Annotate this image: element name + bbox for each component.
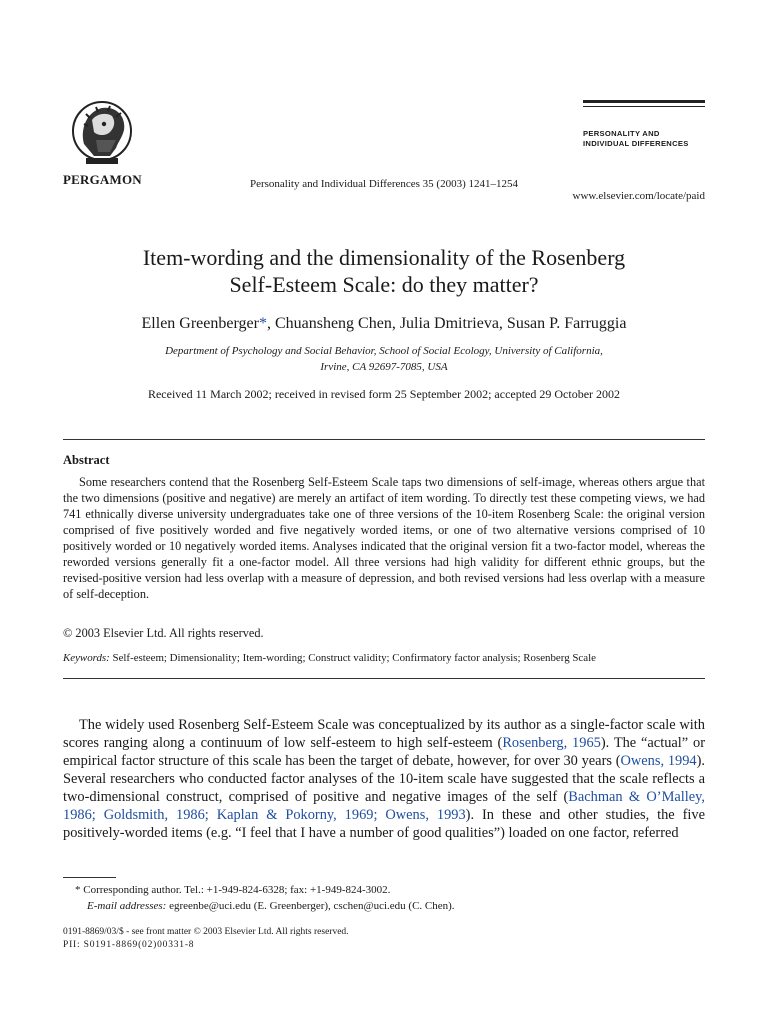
received-dates: Received 11 March 2002; received in revised form 25 September 2002; accepted 29 October 2002 (147, 387, 621, 401)
journal-url[interactable]: www.elsevier.com/locate/paid (572, 190, 705, 202)
email-text: egreenbe@uci.edu (E. Greenberger), cschen@uci.edu (C. Chen). (166, 900, 455, 912)
email-label: E-mail addresses: (87, 900, 167, 912)
front-matter-line1: 0191-8869/03/$ - see front matter © 2003 Elsevier Ltd. All rights reserved. (63, 927, 349, 937)
front-matter (63, 926, 349, 952)
author-rest: , Chuansheng Chen, Julia Dmitrieva, Susan P. Farruggia (266, 315, 627, 332)
affiliation (60, 343, 708, 375)
publisher-name: PERGAMON (63, 172, 142, 187)
pergamon-logo-icon (70, 100, 134, 166)
author-list (60, 315, 708, 333)
journal-reference: Personality and Individual Differences 35 (2003) 1241–1254 (249, 178, 519, 190)
body-text-4: ). In these and other studies, the five positively-worded items (e.g. “I feel that I have a number of good qualities”) loaded on one factor, referred (63, 807, 705, 841)
body-text-3: ). Several researchers who conducted factor analyses of the 10-item scale have suggested that the scale reflects a two-dimensional construct, comprised of positive and negative images of the self ( (63, 753, 705, 805)
abstract-top-rule (63, 439, 705, 440)
paper-title (60, 244, 708, 298)
keywords-text: Self-esteem; Dimensionality; Item-wording; Construct validity; Confirmatory factor analysis; Rosenberg Scale (109, 652, 596, 664)
abstract-text: Some researchers contend that the Rosenberg Self-Esteem Scale taps two dimensions of self-image, whereas others argue that the two dimensions (positive and negative) are merely an artifact of item wording. To directly test these competing views, we had 741 ethnically diverse university undergraduates take one of three versions of the 10-item Rosenberg Scale: the original version comprised of five positively worded and five negatively worded items, or one of two alternative versions comprised of 10 positively worded or 10 negatively worded items. Analyses indicated that the original version fit a two-factor model, whereas the reworded versions generally fit a one-factor model. All three versions had high validity for different ethnic groups, but the revised-positive version had less overlap with a measure of depression, and both revised versions had less overlap with a measure of self-deception. (63, 475, 705, 601)
masthead-rule-thick (583, 100, 705, 103)
body-paragraph (63, 716, 705, 842)
abstract-bottom-rule (63, 678, 705, 679)
affiliation-line-2: Irvine, CA 92697-7085, USA (320, 361, 448, 373)
keywords-label: Keywords: (63, 652, 110, 664)
masthead-rule-thin (583, 106, 705, 107)
corresponding-author-link[interactable]: * (258, 315, 267, 332)
footnote-rule (63, 877, 116, 878)
title-line-2: Self-Esteem Scale: do they matter? (229, 272, 539, 297)
author-first: Ellen Greenberger (141, 315, 259, 332)
pii-line: PII: S0191-8869(02)00331-8 (63, 940, 195, 950)
citation-owens-1994[interactable]: Owens, 1994 (620, 753, 697, 769)
footnote-corresponding: * Corresponding author. Tel.: +1-949-824-6328; fax: +1-949-824-3002. (75, 884, 391, 896)
abstract-copyright: © 2003 Elsevier Ltd. All rights reserved. (63, 626, 264, 640)
journal-name-line1: PERSONALITY AND (583, 129, 660, 138)
body-text-2: ). The “actual” or empirical factor structure of this scale has been the target of debate, however, for over 30 years ( (63, 735, 705, 769)
journal-masthead (583, 100, 705, 148)
affiliation-line-1: Department of Psychology and Social Behavior, School of Social Ecology, University of California, (165, 345, 603, 357)
journal-name-line2: INDIVIDUAL DIFFERENCES (583, 138, 689, 148)
title-line-1: Item-wording and the dimensionality of the Rosenberg (142, 245, 626, 270)
citation-group[interactable]: Bachman & O’Malley, 1986; Goldsmith, 1986; Kaplan & Pokorny, 1969; Owens, 1993 (63, 789, 705, 823)
footnote (63, 882, 705, 914)
citation-rosenberg-1965[interactable]: Rosenberg, 1965 (502, 735, 601, 751)
keywords (63, 652, 708, 664)
footnote-emails (63, 898, 705, 914)
body-text-1: The widely used Rosenberg Self-Esteem Scale was conceptualized by its author as a single-factor scale with scores ranging along a continuum of low self-esteem to high self-esteem ( (63, 717, 705, 751)
abstract-heading: Abstract (63, 453, 110, 467)
